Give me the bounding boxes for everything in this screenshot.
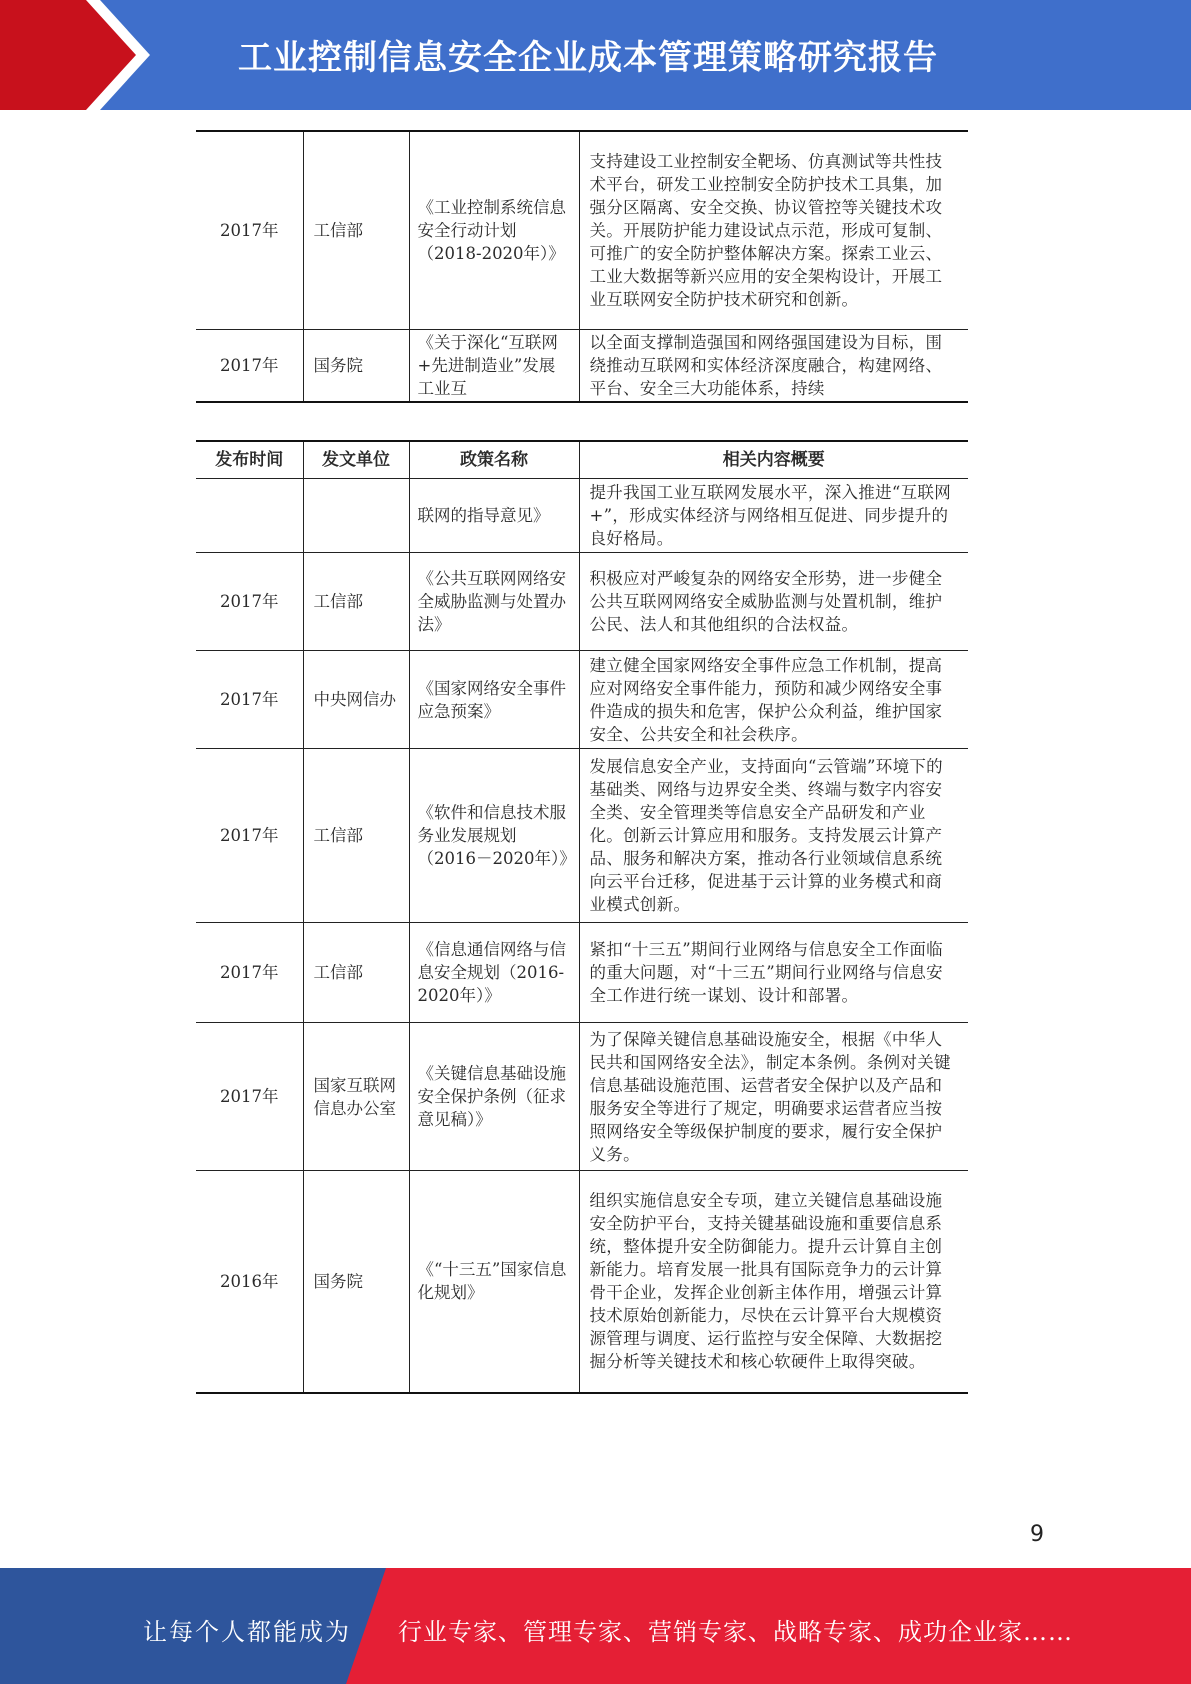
publish-year: 2017年 (196, 329, 303, 402)
content-summary: 以全面支撑制造强国和网络强国建设为目标，围绕推动互联网和实体经济深度融合，构建网络、平台、安全三大功能体系，持续 (579, 329, 968, 402)
footer-slogan-left: 让每个人都能成为 (143, 1618, 351, 1646)
publish-year: 2017年 (196, 131, 303, 329)
publish-year: 2017年 (196, 1023, 303, 1171)
policy-name: 《信息通信网络与信息安全规划（2016-2020年）》 (409, 923, 579, 1023)
page-footer (0, 1568, 1191, 1684)
table-row (196, 651, 968, 749)
issuing-department: 国家互联网信息办公室 (303, 1023, 409, 1171)
content-summary: 支持建设工业控制安全靶场、仿真测试等共性技术平台，研发工业控制安全防护技术工具集，加强分区隔离、安全交换、协议管控等关键技术攻关。开展防护能力建设试点示范，形成可复制、可推广的安全防护整体解决方案。探索工业云、工业大数据等新兴应用的安全架构设计，开展工业互联网安全防护技术研究和创新。 (579, 131, 968, 329)
column-header-content: 相关内容概要 (579, 441, 968, 479)
publish-year: 2017年 (196, 749, 303, 923)
issuing-department: 工信部 (303, 923, 409, 1023)
content-summary: 组织实施信息安全专项，建立关键信息基础设施安全防护平台，支持关键基础设施和重要信息系统，整体提升安全防御能力。提升云计算自主创新能力。培育发展一批具有国际竞争力的云计算骨干企业，发挥企业创新主体作用，增强云计算技术原始创新能力，尽快在云计算平台大规模资源管理与调度、运行监控与安全保障、大数据挖掘分析等关键技术和核心软硬件上取得突破。 (579, 1171, 968, 1393)
table-row (196, 749, 968, 923)
policy-table-continued (196, 130, 968, 403)
column-header-policy: 政策名称 (409, 441, 579, 479)
report-title: 工业控制信息安全企业成本管理策略研究报告 (238, 38, 938, 78)
publish-year (196, 479, 303, 553)
content-summary: 建立健全国家网络安全事件应急工作机制，提高应对网络安全事件能力，预防和减少网络安全事件造成的损失和危害，保护公众利益，维护国家安全、公共安全和社会秩序。 (579, 651, 968, 749)
footer-slogan-right: 行业专家、管理专家、营销专家、战略专家、成功企业家…… (398, 1618, 1073, 1646)
policy-name: 《工业控制系统信息安全行动计划（2018-2020年）》 (409, 131, 579, 329)
issuing-department: 中央网信办 (303, 651, 409, 749)
content-summary: 发展信息安全产业，支持面向“云管端”环境下的基础类、网络与边界安全类、终端与数字内容安全类、安全管理类等信息安全产品研发和产业化。创新云计算应用和服务。支持发展云计算产品、服务和解决方案，推动各行业领域信息系统向云平台迁移，促进基于云计算的业务模式和商业模式创新。 (579, 749, 968, 923)
policy-name: 《公共互联网网络安全威胁监测与处置办法》 (409, 553, 579, 651)
table-row (196, 553, 968, 651)
page-number: 9 (1030, 1522, 1044, 1547)
table-header-row (196, 441, 968, 479)
content-summary: 提升我国工业互联网发展水平，深入推进“互联网+”，形成实体经济与网络相互促进、同步提升的良好格局。 (579, 479, 968, 553)
issuing-department: 国务院 (303, 1171, 409, 1393)
policy-name: 联网的指导意见》 (409, 479, 579, 553)
table-row (196, 131, 968, 329)
policy-name: 《“十三五”国家信息化规划》 (409, 1171, 579, 1393)
issuing-department (303, 479, 409, 553)
column-header-department: 发文单位 (303, 441, 409, 479)
publish-year: 2017年 (196, 651, 303, 749)
publish-year: 2017年 (196, 553, 303, 651)
issuing-department: 工信部 (303, 749, 409, 923)
policy-name: 《软件和信息技术服务业发展规划（2016－2020年）》 (409, 749, 579, 923)
header-chevron-decoration (0, 0, 160, 110)
issuing-department: 工信部 (303, 553, 409, 651)
column-header-year: 发布时间 (196, 441, 303, 479)
page-header (0, 0, 1191, 110)
table-row (196, 479, 968, 553)
publish-year: 2016年 (196, 1171, 303, 1393)
policy-name: 《国家网络安全事件应急预案》 (409, 651, 579, 749)
policy-table (196, 440, 968, 1394)
table-row (196, 1171, 968, 1393)
table-row (196, 329, 968, 402)
table-row (196, 1023, 968, 1171)
content-summary: 积极应对严峻复杂的网络安全形势，进一步健全公共互联网网络安全威胁监测与处置机制，维护公民、法人和其他组织的合法权益。 (579, 553, 968, 651)
issuing-department: 工信部 (303, 131, 409, 329)
policy-name: 《关键信息基础设施安全保护条例（征求意见稿）》 (409, 1023, 579, 1171)
content-summary: 为了保障关键信息基础设施安全，根据《中华人民共和国网络安全法》，制定本条例。条例对关键信息基础设施范围、运营者安全保护以及产品和服务安全等进行了规定，明确要求运营者应当按照网络安全等级保护制度的要求，履行安全保护义务。 (579, 1023, 968, 1171)
policy-name: 《关于深化“互联网+先进制造业”发展工业互 (409, 329, 579, 402)
content-summary: 紧扣“十三五”期间行业网络与信息安全工作面临的重大问题，对“十三五”期间行业网络与信息安全工作进行统一谋划、设计和部署。 (579, 923, 968, 1023)
publish-year: 2017年 (196, 923, 303, 1023)
table-row (196, 923, 968, 1023)
issuing-department: 国务院 (303, 329, 409, 402)
